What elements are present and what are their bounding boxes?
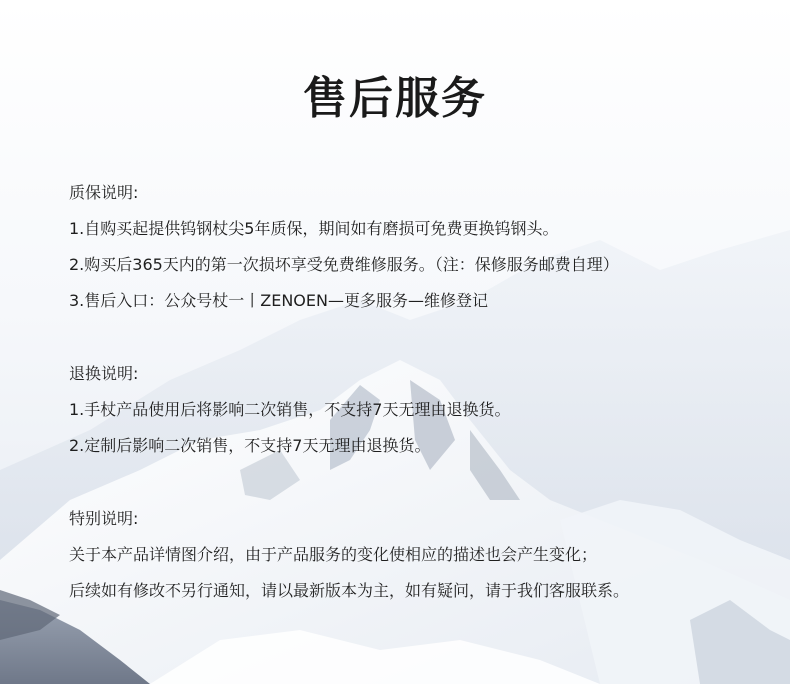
return-heading: 退换说明: [69, 364, 139, 383]
warranty-section [69, 184, 769, 328]
special-note-heading: 特别说明: [69, 509, 139, 528]
warranty-line-2: 2.购买后365天内的第一次损坏享受免费维修服务。（注：保修服务邮费自理） [69, 255, 619, 274]
special-note-line-2: 后续如有修改不另行通知，请以最新版本为主，如有疑问，请于我们客服联系。 [69, 581, 630, 600]
special-note-line-1: 关于本产品详情图介绍，由于产品服务的变化使相应的描述也会产生变化； [69, 545, 598, 564]
warranty-heading: 质保说明: [69, 183, 139, 202]
warranty-line-3: 3.售后入口：公众号杖一丨ZENOEN—更多服务—维修登记 [69, 291, 488, 310]
special-note-section [69, 510, 769, 618]
return-line-2: 2.定制后影响二次销售，不支持7天无理由退换货。 [69, 436, 431, 455]
warranty-line-1: 1.自购买起提供钨钢杖尖5年质保，期间如有磨损可免费更换钨钢头。 [69, 219, 559, 238]
page-title: 售后服务 [303, 73, 487, 124]
return-section [69, 365, 769, 473]
return-line-1: 1.手杖产品使用后将影响二次销售，不支持7天无理由退换货。 [69, 400, 511, 419]
